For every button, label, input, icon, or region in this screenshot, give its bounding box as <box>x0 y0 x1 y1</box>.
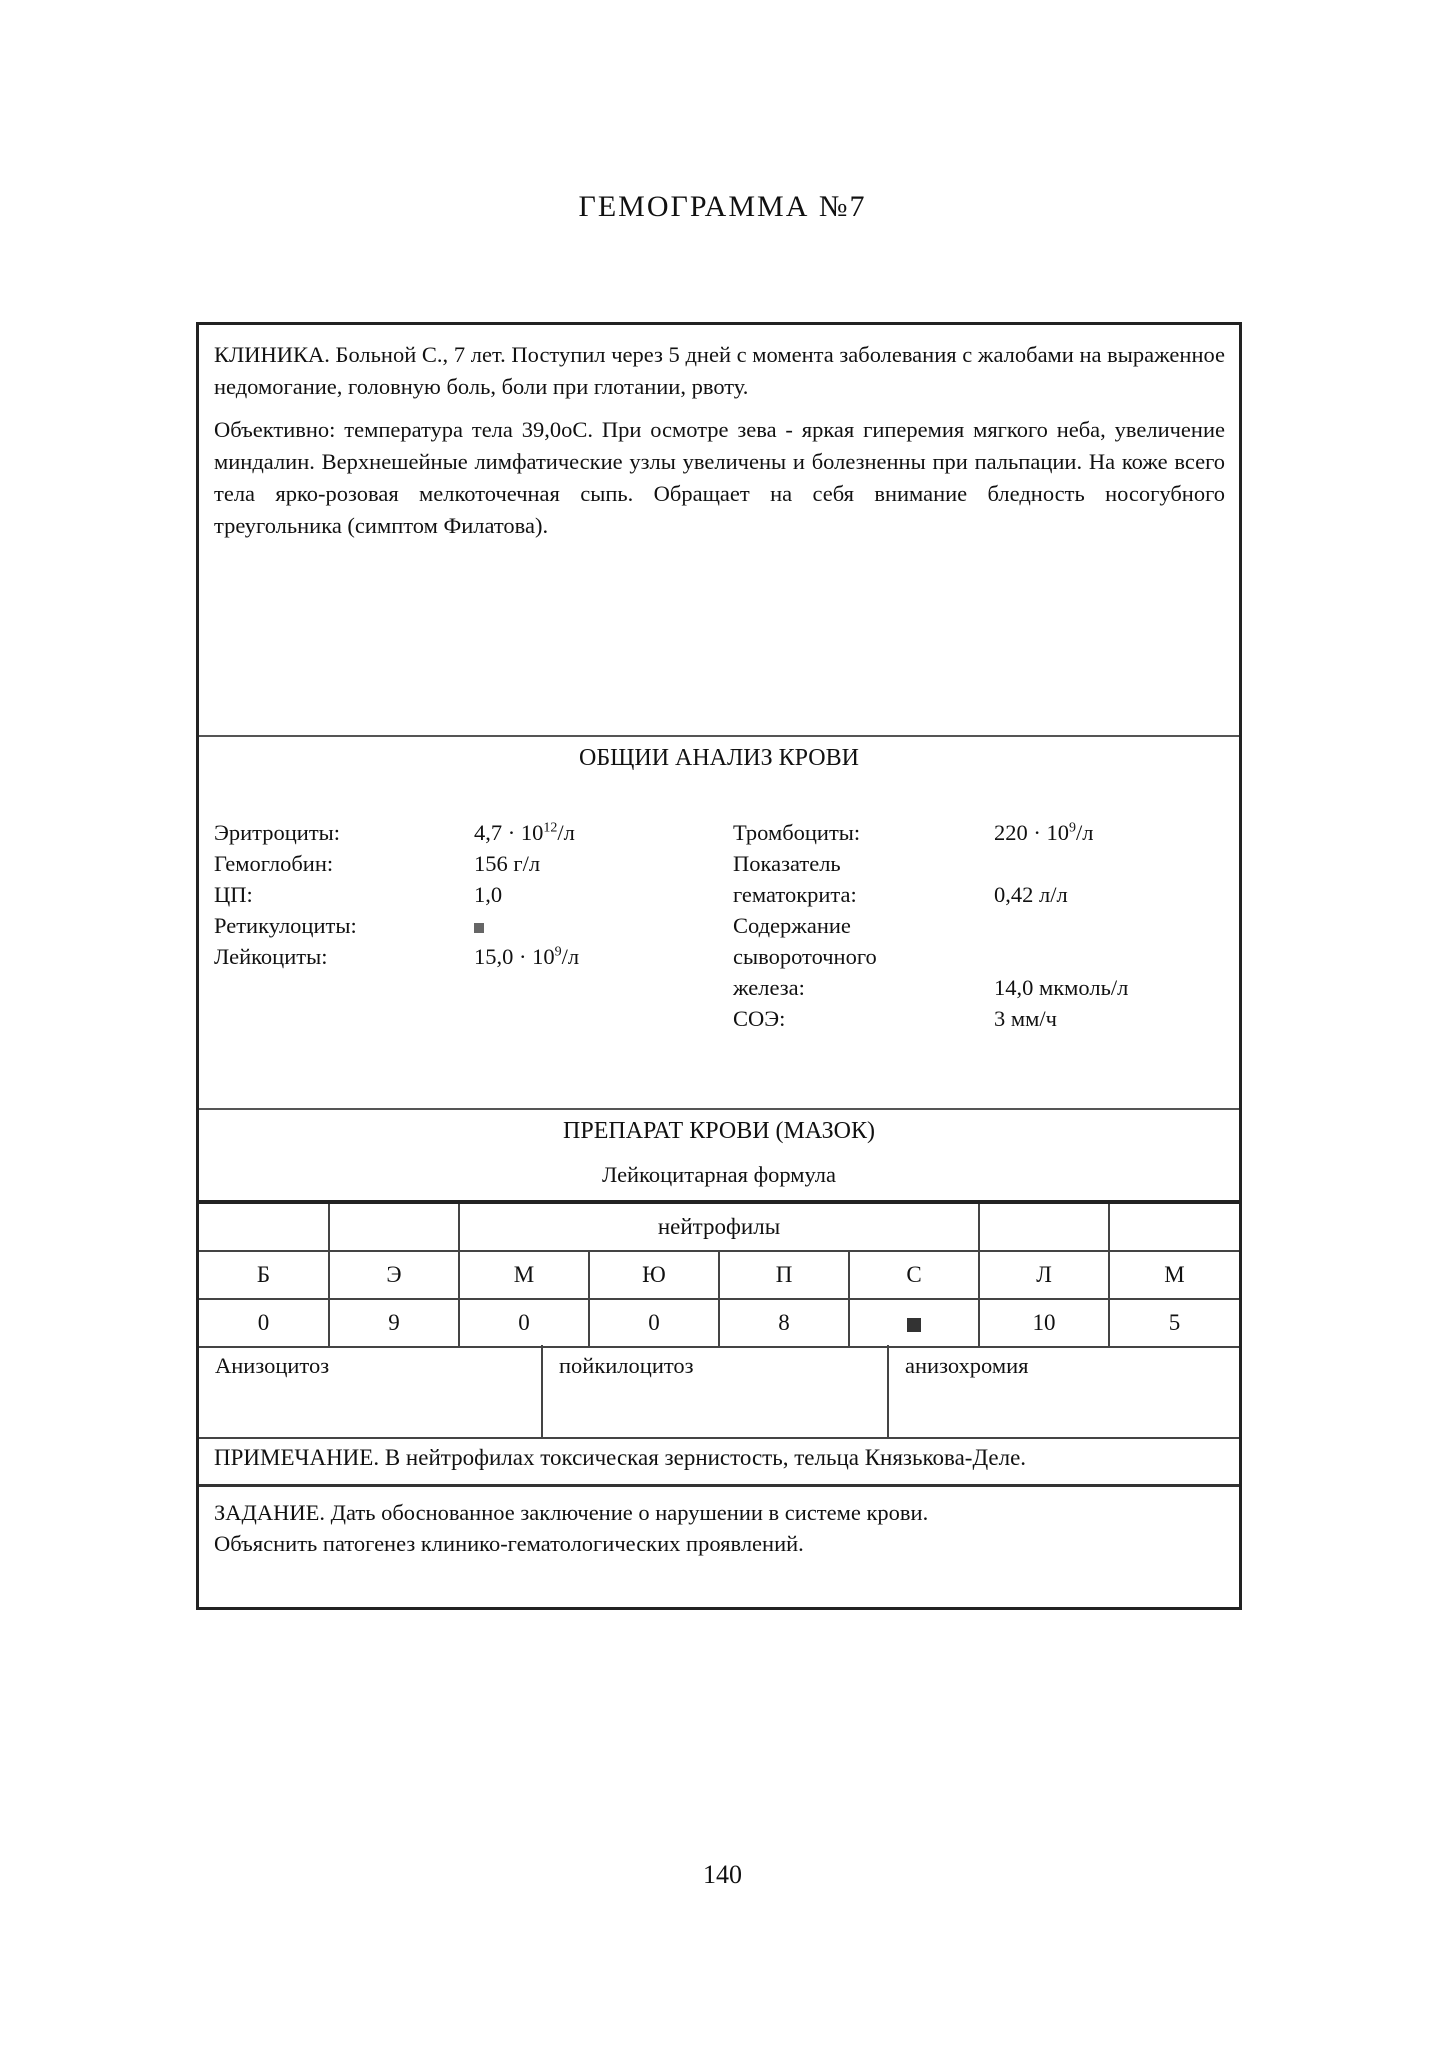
formula-group-empty <box>1109 1202 1239 1251</box>
formula-header-cell: М <box>1109 1251 1239 1299</box>
formula-header-cell: Б <box>199 1251 329 1299</box>
leukocytes-value: $15,0 \cdot 10^9/л$ <box>474 944 580 969</box>
erythrocytes-label: Эритроциты: <box>214 820 341 845</box>
iron-label-line3: железа: <box>733 975 805 1000</box>
formula-header-cell: С <box>849 1251 979 1299</box>
clinic-objective: Объективно: температура тела 39,0оС. При осмотре зева - яркая гиперемия мягкого неба, увеличение миндалин. Верхнешейные лимфатические узлы увеличены и болезненны при пальпации. На коже всего тела ярко-розовая мелкоточечная сыпь. Обращает на себя внимание бледность носогубного треугольника (симптом Филатова). <box>214 417 1225 538</box>
neutrophils-group-label: нейтрофилы <box>459 1202 979 1251</box>
page-title: ГЕМОГРАММА №7 <box>578 190 867 223</box>
hemoglobin-value: 156 г/л <box>474 851 541 876</box>
task-line-1: ЗАДАНИЕ. Дать обоснованное заключение о нарушении в системе крови. <box>214 1500 929 1525</box>
page-number: 140 <box>703 1860 742 1889</box>
formula-header-cell: Л <box>979 1251 1109 1299</box>
smudge-mark <box>907 1318 921 1332</box>
formula-group-empty <box>199 1202 329 1251</box>
formula-value-cell: 9 <box>329 1299 459 1347</box>
smear-subheading: Лейкоцитарная формула <box>601 1162 837 1187</box>
formula-header-cell: П <box>719 1251 849 1299</box>
leukocyte-formula-table <box>199 1200 1239 1348</box>
morphology-row <box>199 1345 1239 1439</box>
smear-section <box>199 1110 1239 1200</box>
thrombocytes-value: $220 \cdot 10^9/л$ <box>994 820 1094 845</box>
color-index-value: 1,0 <box>474 882 503 907</box>
analysis-heading: ОБЩИИ АНАЛИЗ КРОВИ <box>579 745 859 771</box>
formula-group-row <box>199 1202 1239 1251</box>
formula-value-cell <box>849 1299 979 1347</box>
reticulocytes-label: Ретикулоциты: <box>214 913 357 938</box>
poikilocytosis-cell: пойкилоцитоз <box>543 1345 889 1437</box>
hematocrit-label-line2: гематокрита: <box>733 882 857 907</box>
formula-value-cell: 0 <box>199 1299 329 1347</box>
smudge-mark <box>474 923 484 933</box>
task-line-2: Объяснить патогенез клинико-гематологических проявлений. <box>214 1531 804 1556</box>
formula-header-cell: М <box>459 1251 589 1299</box>
hemoglobin-label: Гемоглобин: <box>214 851 334 876</box>
iron-value: 14,0 мкмоль/л <box>994 975 1129 1000</box>
iron-label-line2: сывороточного <box>733 944 877 969</box>
reticulocytes-value <box>474 910 484 941</box>
hematocrit-label-line1: Показатель <box>733 851 841 876</box>
thrombocytes-label: Тромбоциты: <box>733 820 861 845</box>
formula-value-cell: 10 <box>979 1299 1109 1347</box>
hematocrit-value: 0,42 л/л <box>994 882 1068 907</box>
formula-value-cell: 5 <box>1109 1299 1239 1347</box>
anisocytosis-cell: Анизоцитоз <box>199 1345 543 1437</box>
hemogram-card <box>196 322 1242 1610</box>
clinic-complaints: КЛИНИКА. Больной С., 7 лет. Поступил через 5 дней с момента заболевания с жалобами на выраженное недомогание, головную боль, боли при глотании, рвоту. <box>214 342 1225 399</box>
formula-value-cell: 8 <box>719 1299 849 1347</box>
iron-label-line1: Содержание <box>733 913 851 938</box>
formula-group-empty <box>329 1202 459 1251</box>
formula-header-cell: Э <box>329 1251 459 1299</box>
note-text: ПРИМЕЧАНИЕ. В нейтрофилах токсическая зернистость, тельца Князькова-Деле. <box>199 1437 1239 1487</box>
formula-header-row <box>199 1251 1239 1299</box>
color-index-label: ЦП: <box>214 882 253 907</box>
erythrocytes-value: $4,7 \cdot 10^{12}/л$ <box>474 820 575 845</box>
esr-value: 3 мм/ч <box>994 1006 1057 1031</box>
clinic-section <box>199 325 1239 737</box>
smear-heading: ПРЕПАРАТ КРОВИ (МАЗОК) <box>563 1118 875 1144</box>
formula-value-cell: 0 <box>589 1299 719 1347</box>
anisochromia-cell: анизохромия <box>905 1353 1029 1378</box>
formula-value-row <box>199 1299 1239 1347</box>
formula-group-empty <box>979 1202 1109 1251</box>
formula-header-cell: Ю <box>589 1251 719 1299</box>
blood-analysis-section <box>199 737 1239 1110</box>
task-section <box>199 1487 1239 1607</box>
leukocytes-label: Лейкоциты: <box>214 944 328 969</box>
esr-label: СОЭ: <box>733 1006 786 1031</box>
formula-value-cell: 0 <box>459 1299 589 1347</box>
